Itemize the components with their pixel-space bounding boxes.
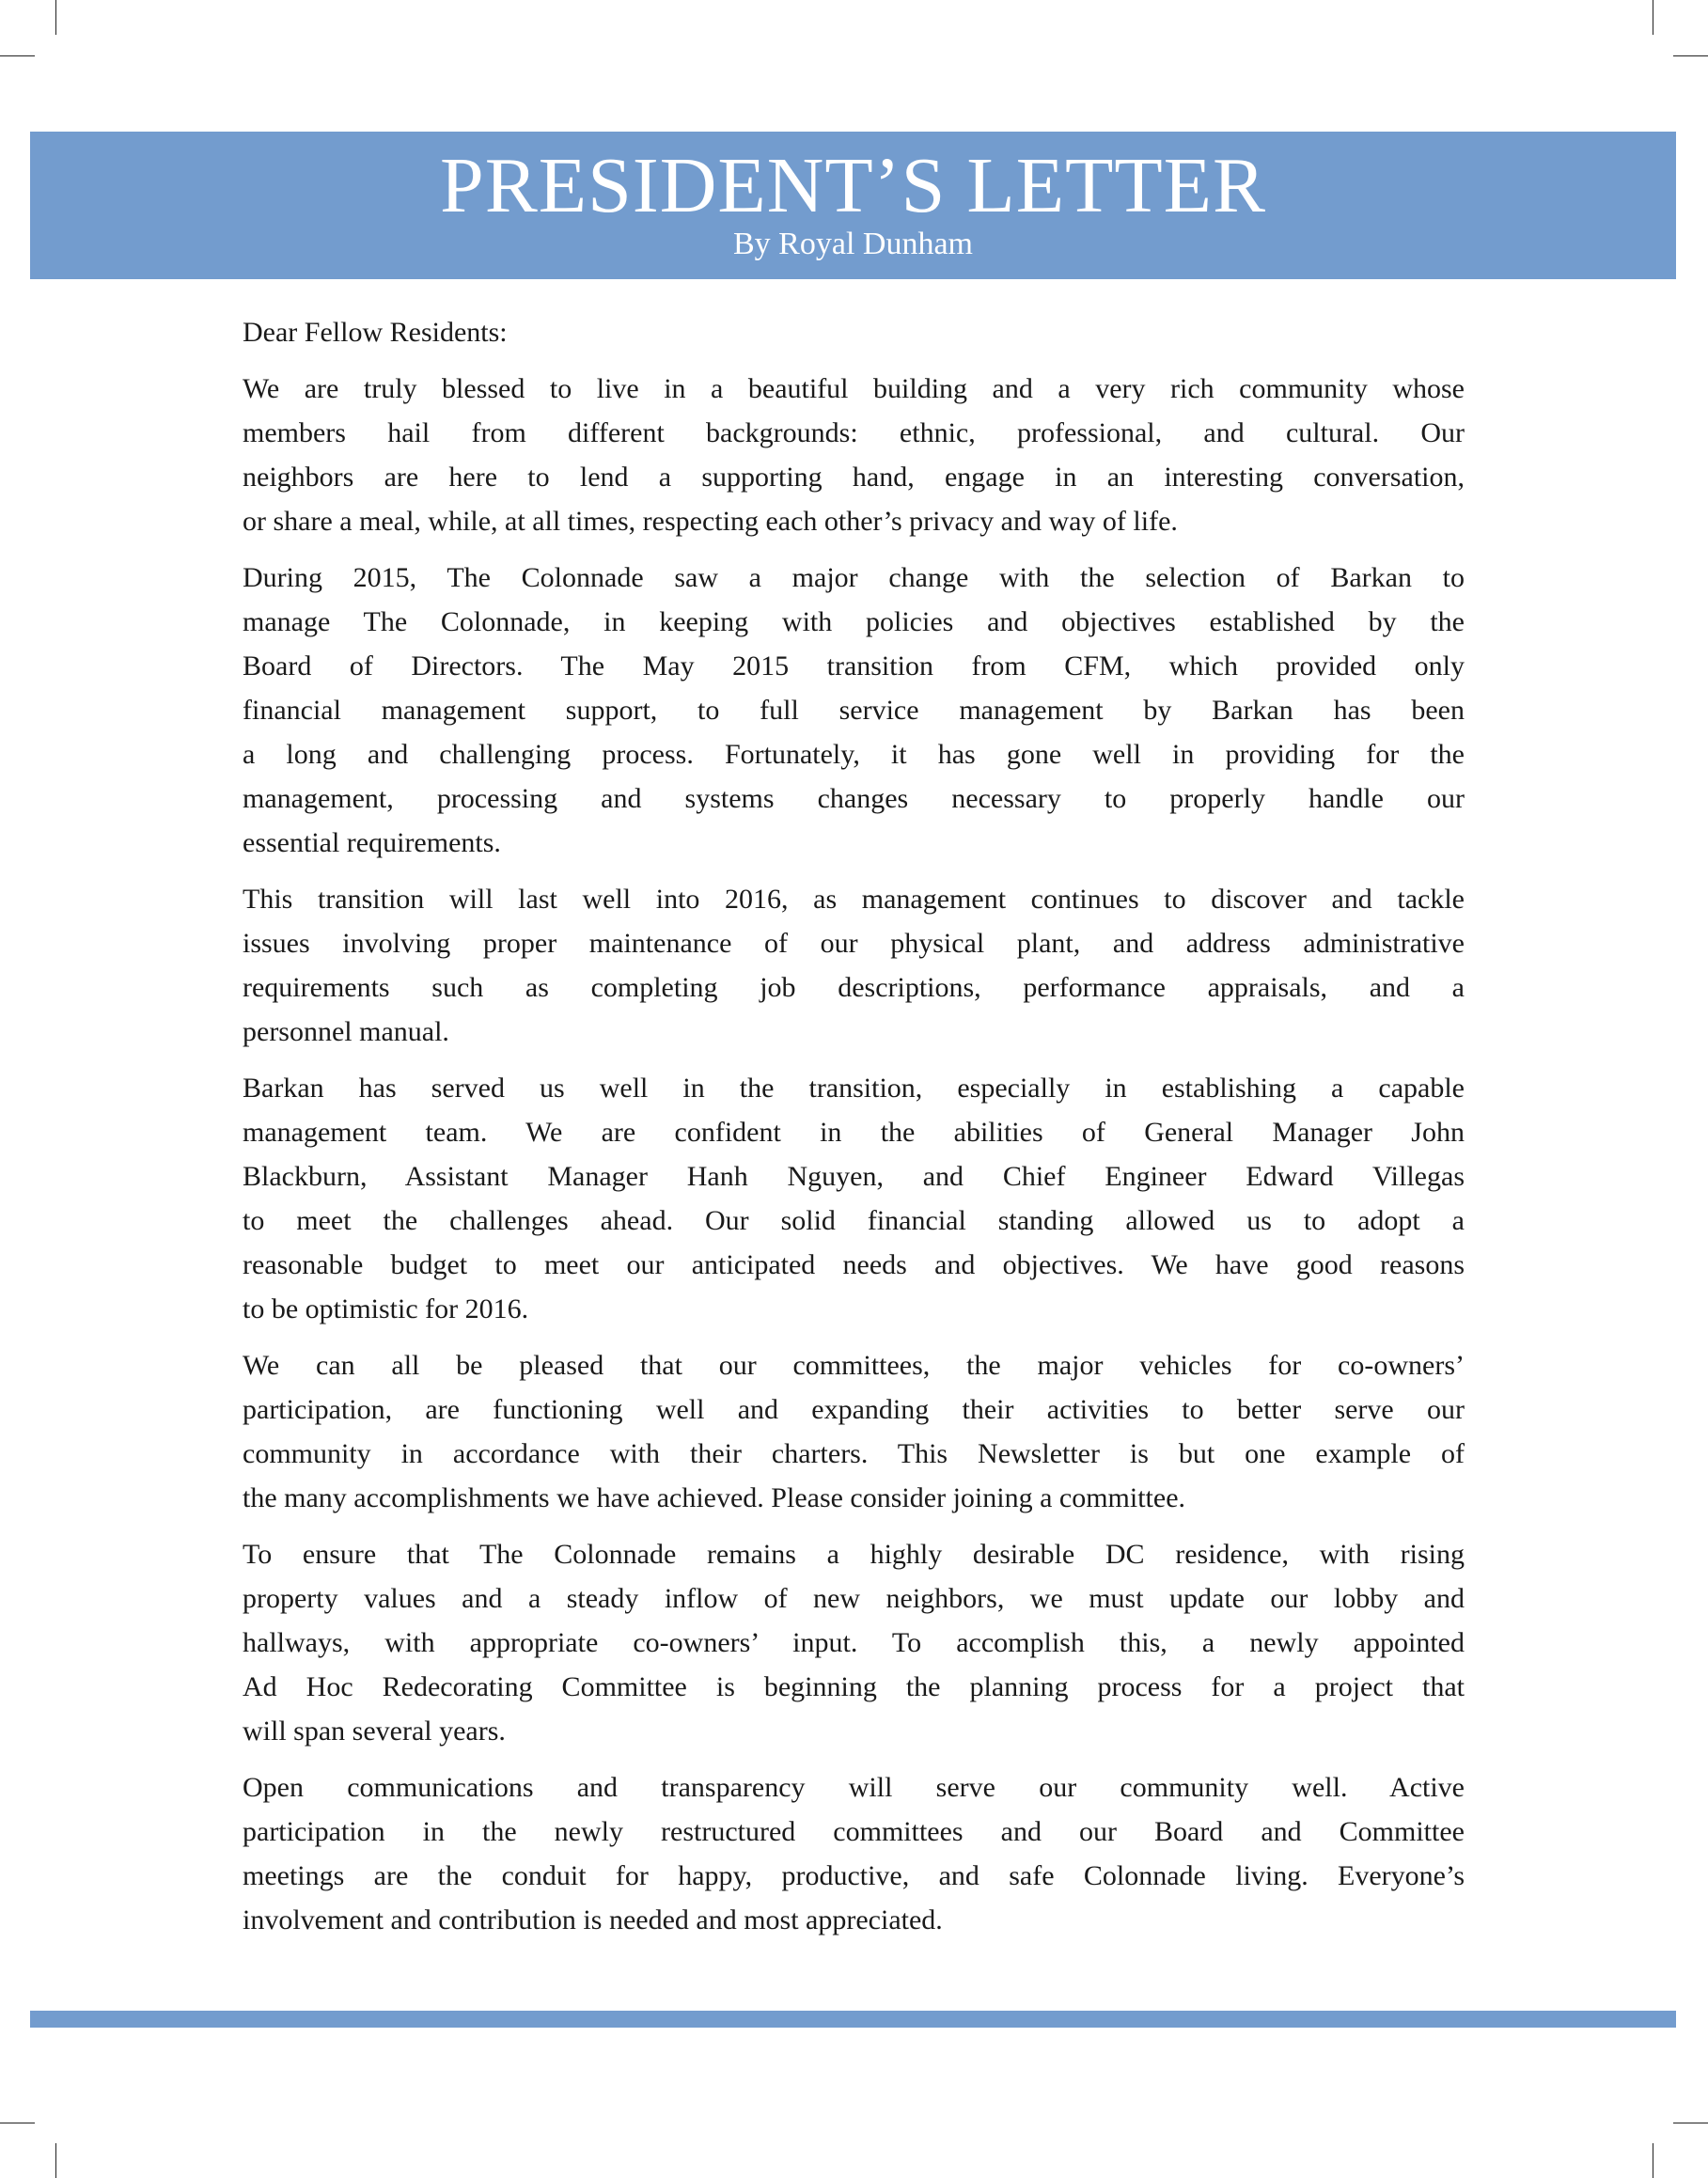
text-line: We can all be pleased that our committees, the major vehicles for co-owners’ (243, 1350, 1465, 1381)
text-line: Ad Hoc Redecorating Committee is beginning the planning process for a project that (243, 1671, 1465, 1702)
text-line: We are truly blessed to live in a beautiful building and a very rich community whose (243, 373, 1465, 404)
text-line: the many accomplishments we have achieved. Please consider joining a committee. (243, 1482, 1186, 1513)
text-line: To ensure that The Colonnade remains a highly desirable DC residence, with rising (243, 1539, 1465, 1570)
text-line: to be optimistic for 2016. (243, 1293, 529, 1324)
text-line: This transition will last well into 2016, as management continues to discover and tackle (243, 884, 1465, 915)
text-line: Barkan has served us well in the transition, especially in establishing a capable (243, 1073, 1465, 1104)
text-line: management, processing and systems changes necessary to properly handle our (243, 783, 1465, 814)
paragraph (243, 556, 1465, 865)
bottom-rule (30, 2011, 1676, 2028)
text-line: financial management support, to full service management by Barkan has been (243, 695, 1465, 726)
crop-mark (0, 55, 35, 56)
text-line: During 2015, The Colonnade saw a major change with the selection of Barkan to (243, 562, 1465, 593)
text-line: personnel manual. (243, 1016, 449, 1047)
paragraph (243, 367, 1465, 543)
text-line: neighbors are here to lend a supporting hand, engage in an interesting conversation, (243, 462, 1465, 493)
text-line: manage The Colonnade, in keeping with policies and objectives established by the (243, 606, 1465, 637)
text-line: property values and a steady inflow of new neighbors, we must update our lobby and (243, 1583, 1465, 1614)
text-line: reasonable budget to meet our anticipated needs and objectives. We have good reasons (243, 1249, 1465, 1280)
page-title: PRESIDENT’S LETTER (440, 142, 1266, 229)
text-line: or share a meal, while, at all times, respecting each other’s privacy and way of life. (243, 506, 1178, 537)
paragraph (243, 877, 1465, 1054)
text-line: management team. We are confident in the abilities of General Manager John (243, 1117, 1465, 1148)
text-line: Board of Directors. The May 2015 transition from CFM, which provided only (243, 650, 1465, 682)
text-line: participation, are functioning well and expanding their activities to better serve our (243, 1394, 1465, 1425)
crop-mark (1673, 55, 1708, 56)
letter-body (243, 310, 1465, 1954)
salutation: Dear Fellow Residents: (243, 317, 508, 348)
crop-mark (55, 0, 56, 35)
text-line: a long and challenging process. Fortunately, it has gone well in providing for the (243, 739, 1465, 770)
text-line: essential requirements. (243, 827, 501, 858)
text-line: participation in the newly restructured committees and our Board and Committee (243, 1816, 1465, 1847)
text-line: hallways, with appropriate co-owners’ input. To accomplish this, a newly appointed (243, 1627, 1465, 1658)
header-band (30, 132, 1676, 279)
text-line: meetings are the conduit for happy, productive, and safe Colonnade living. Everyone’s (243, 1860, 1465, 1891)
text-line: involvement and contribution is needed and most appreciated. (243, 1904, 943, 1935)
paragraph (243, 1765, 1465, 1942)
text-line: will span several years. (243, 1716, 506, 1747)
text-line: Open communications and transparency will serve our community well. Active (243, 1772, 1465, 1803)
text-line: to meet the challenges ahead. Our solid financial standing allowed us to adopt a (243, 1205, 1465, 1236)
byline: By Royal Dunham (733, 227, 973, 261)
crop-mark (55, 2143, 56, 2178)
text-line: issues involving proper maintenance of our physical plant, and address administrative (243, 928, 1465, 959)
paragraph (243, 1343, 1465, 1520)
text-line: Blackburn, Assistant Manager Hanh Nguyen, and Chief Engineer Edward Villegas (243, 1161, 1465, 1192)
paragraph (243, 1532, 1465, 1753)
text-line: members hail from different backgrounds: ethnic, professional, and cultural. Our (243, 417, 1465, 448)
text-line: community in accordance with their charters. This Newsletter is but one example of (243, 1438, 1465, 1469)
text-line: requirements such as completing job descriptions, performance appraisals, and a (243, 972, 1465, 1003)
paragraph (243, 1066, 1465, 1331)
